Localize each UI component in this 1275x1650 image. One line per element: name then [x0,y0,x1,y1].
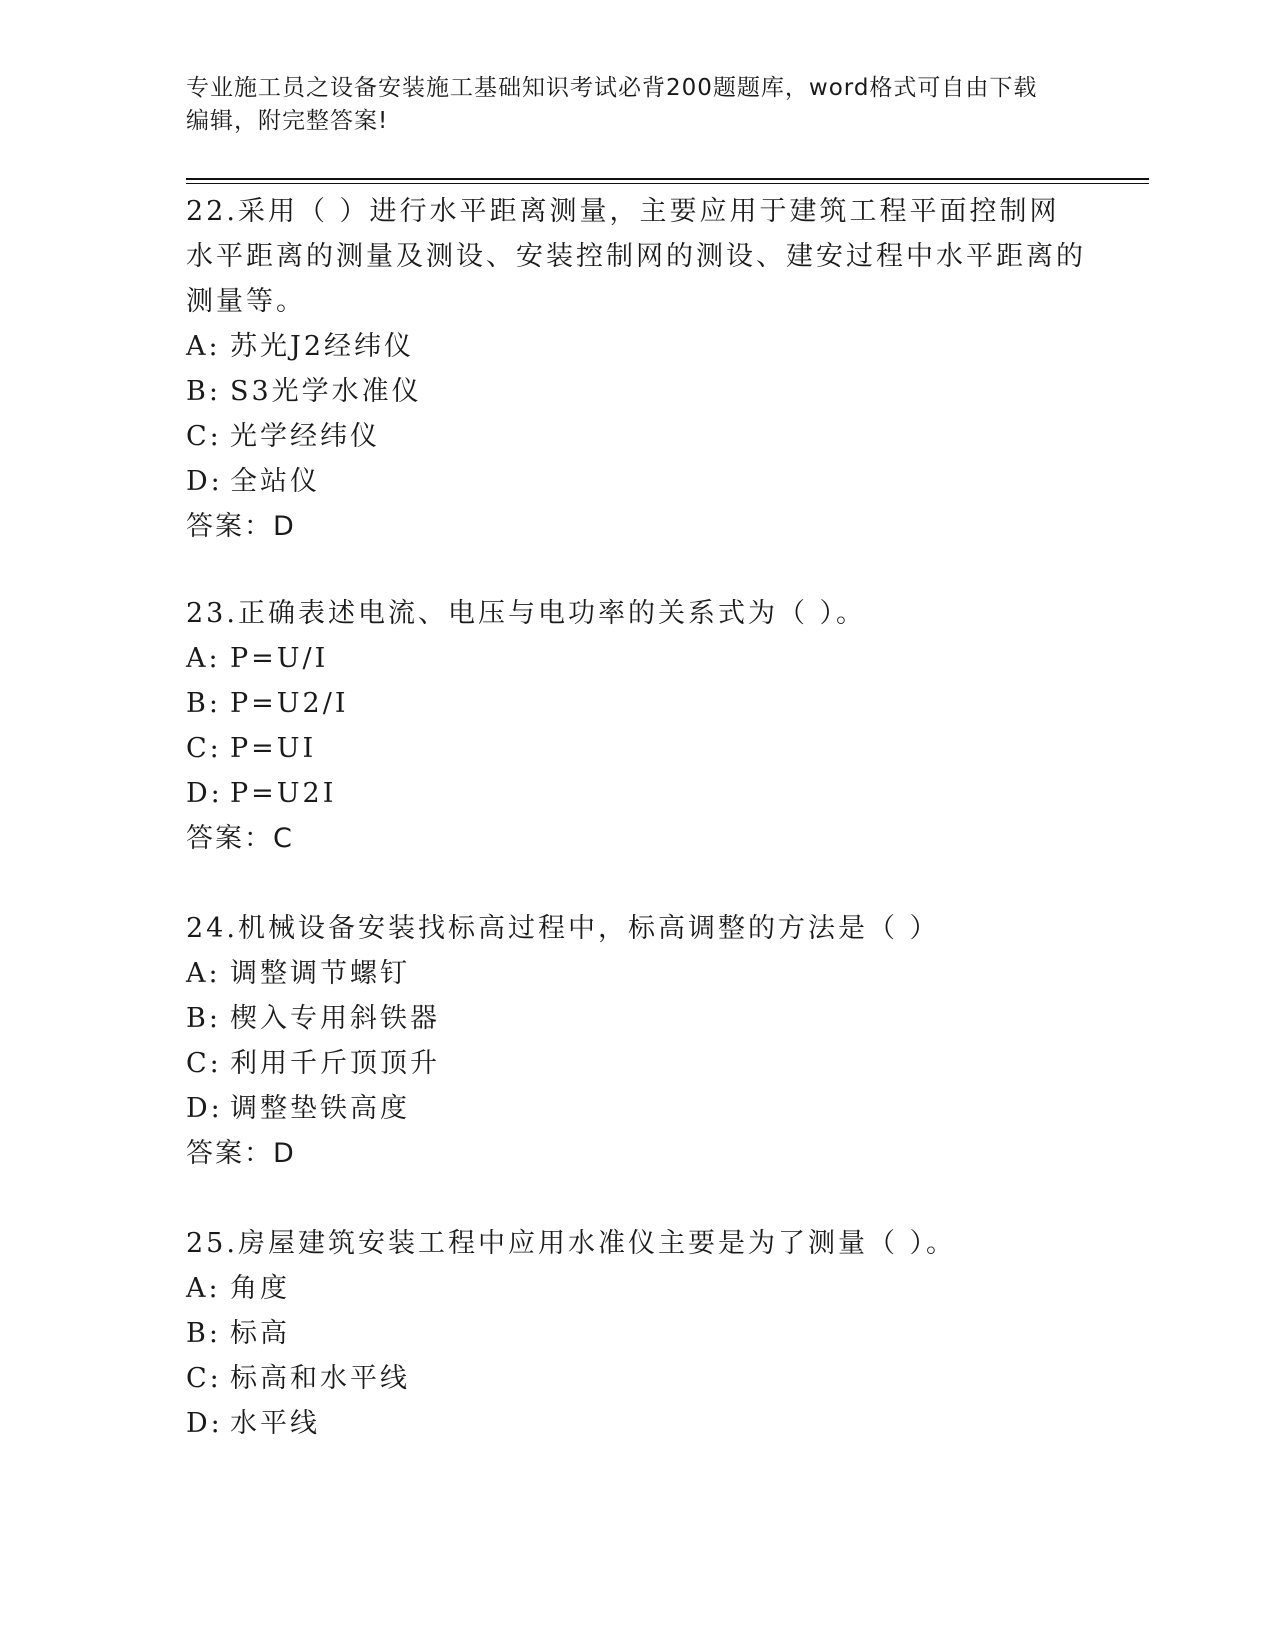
question-22 [186,189,1086,549]
option-c [186,726,1086,771]
document-header [186,72,1086,138]
option-b [186,369,1086,414]
question-text: 24.机械设备安装找标高过程中，标高调整的方法是（ ） [186,913,940,944]
option-b [186,996,1086,1041]
question-24 [186,906,1086,1176]
option-text: 调整垫铁高度 [230,1093,410,1124]
option-text: 光学经纬仪 [230,421,380,452]
option-letter: B: [186,1318,221,1349]
option-a [186,951,1086,996]
option-letter: A: [186,643,221,674]
answer-label: 答案：D [186,1138,296,1169]
option-a [186,1266,1086,1311]
option-letter: D: [186,466,223,497]
option-text: 苏光J2经纬仪 [230,331,415,362]
option-text: 角度 [230,1273,290,1304]
option-c [186,1356,1086,1401]
option-letter: C: [186,421,222,452]
option-letter: C: [186,1048,222,1079]
option-text: P=U/I [230,643,329,674]
option-d [186,459,1086,504]
option-a [186,636,1086,681]
option-text: 水平线 [230,1408,320,1439]
question-25 [186,1221,1086,1446]
option-c [186,414,1086,459]
header-line-1: 专业施工员之设备安装施工基础知识考试必背200题题库，word格式可自由下载 [186,75,1038,101]
option-text: P=UI [230,733,317,764]
question-23 [186,591,1086,861]
option-text: 全站仪 [230,466,320,497]
question-text: 22.采用（ ）进行水平距离测量，主要应用于建筑工程平面控制网水平距离的测量及测设、安装控制网的测设、建安过程中水平距离的测量等。 [186,196,1086,317]
question-text: 23.正确表述电流、电压与电功率的关系式为（ ）。 [186,598,867,629]
option-letter: A: [186,1273,221,1304]
option-letter: C: [186,1363,222,1394]
option-text: P=U2/I [230,688,349,719]
option-text: 标高 [230,1318,290,1349]
option-d [186,771,1086,816]
answer-label: 答案：C [186,823,294,854]
header-divider-thin [186,183,1149,184]
option-b [186,681,1086,726]
option-text: 调整调节螺钉 [230,958,410,989]
option-c [186,1041,1086,1086]
option-letter: D: [186,1408,223,1439]
option-letter: D: [186,1093,223,1124]
answer-label: 答案：D [186,511,296,542]
option-text: 标高和水平线 [230,1363,410,1394]
option-letter: D: [186,778,223,809]
option-text: S3光学水准仪 [230,376,422,407]
option-b [186,1311,1086,1356]
header-divider-thick [186,178,1149,180]
option-a [186,324,1086,369]
option-letter: B: [186,1003,221,1034]
option-letter: B: [186,688,221,719]
question-text: 25.房屋建筑安装工程中应用水准仪主要是为了测量（ ）。 [186,1228,957,1259]
option-text: 楔入专用斜铁器 [230,1003,440,1034]
option-letter: C: [186,733,222,764]
option-d [186,1086,1086,1131]
option-letter: A: [186,331,221,362]
option-text: P=U2I [230,778,337,809]
option-letter: B: [186,376,221,407]
option-text: 利用千斤顶顶升 [230,1048,440,1079]
option-d [186,1401,1086,1446]
header-line-2: 编辑，附完整答案! [186,108,389,134]
option-letter: A: [186,958,221,989]
